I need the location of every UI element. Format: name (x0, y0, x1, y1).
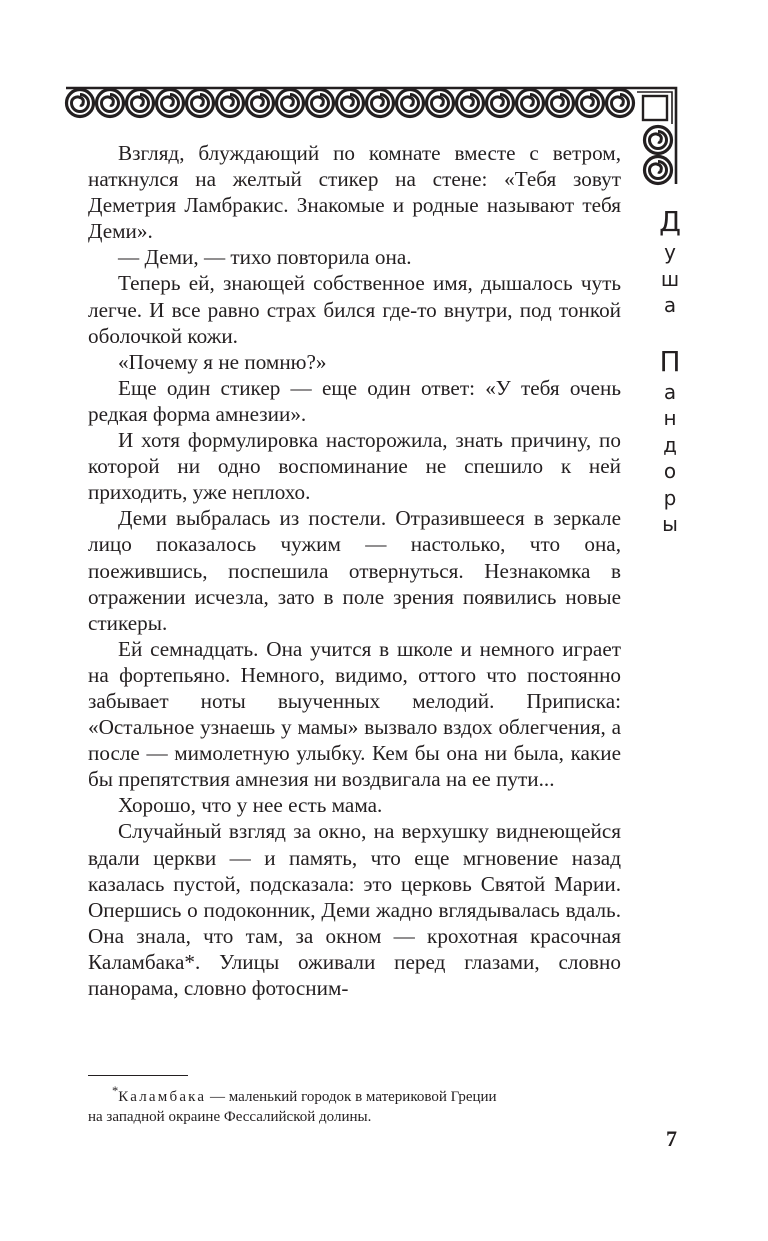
paragraph: И хотя формулировка насторожила, знать причину, по которой ни одно воспоминание не спешило к ней приходить, уже неплохо. (88, 428, 621, 505)
running-title-letter: о (663, 459, 677, 483)
running-title-letter: ш (660, 266, 680, 291)
running-title-letter: у (664, 240, 676, 264)
footnote-term: Каламбака (118, 1089, 207, 1105)
paragraph: Хорошо, что у нее есть мама. (118, 793, 383, 818)
running-title-letter: а (663, 293, 677, 317)
running-title-letter: д (663, 432, 677, 457)
paragraph: Случайный взгляд за окно, на верхушку виднеющейся вдали церкви — и память, что еще мгновение назад казалась пустой, подсказала: это церковь Святой Марии. Опершись о подоконник, Деми жадно вглядывалась вдаль. Она знала, что там, за окном — крохотная красочная Каламбака*. Улицы оживали перед глазами, словно панорама, словно фотосним- (88, 819, 621, 1000)
running-title-letter: П (659, 344, 681, 378)
running-title-letter: н (663, 406, 677, 430)
footnote-text: — маленький городок в материковой Греции (206, 1089, 497, 1105)
paragraph: Теперь ей, знающей собственное имя, дышалось чуть легче. И все равно страх бился где-то внутри, под тонкой оболочкой кожи. (88, 271, 621, 348)
paragraph: «Почему я не помню?» (118, 349, 327, 374)
running-title-letter: а (663, 379, 677, 404)
running-title-vertical (650, 205, 690, 538)
footnote-text: на западной окраине Фессалийской долины. (88, 1109, 372, 1125)
footnote (88, 1081, 628, 1127)
paragraph: — Деми, — тихо повторила она. (118, 245, 412, 270)
paragraph: Деми выбралась из постели. Отразившееся в зеркале лицо показалось чужим — настолько, что она, поежившись, поспешила отвернуться. Незнакомка в отражении исчезла, зато в поле зрения появились новые стикеры. (88, 506, 621, 635)
body-text (88, 140, 621, 1001)
footnote-marker: * (112, 1084, 119, 1098)
paragraph: Еще один стикер — еще один ответ: «У тебя очень редкая форма амнезии». (88, 375, 621, 426)
paragraph: Ей семнадцать. Она учится в школе и немного играет на фортепьяно. Немного, видимо, оттого что постоянно забывает ноты выученных мелодий. Приписка: «Остальное узнаешь у мамы» вызвало вздох облегчения, а после — мимолетную улыбку. Кем бы она ни была, какие бы препятствия амнезия ни воздвигала на ее пути... (88, 636, 621, 792)
paragraph: Взгляд, блуждающий по комнате вместе с ветром, наткнулся на желтый стикер на стене: «Тебя зовут Деметрия Ламбракис. Знакомые и родные называют тебя Деми». (88, 141, 621, 244)
page-number: 7 (666, 1126, 677, 1151)
running-title-letter: ы (662, 512, 678, 536)
running-title-letter: Д (659, 205, 681, 238)
footnote-divider (88, 1075, 188, 1076)
running-title-letter: р (663, 485, 677, 510)
